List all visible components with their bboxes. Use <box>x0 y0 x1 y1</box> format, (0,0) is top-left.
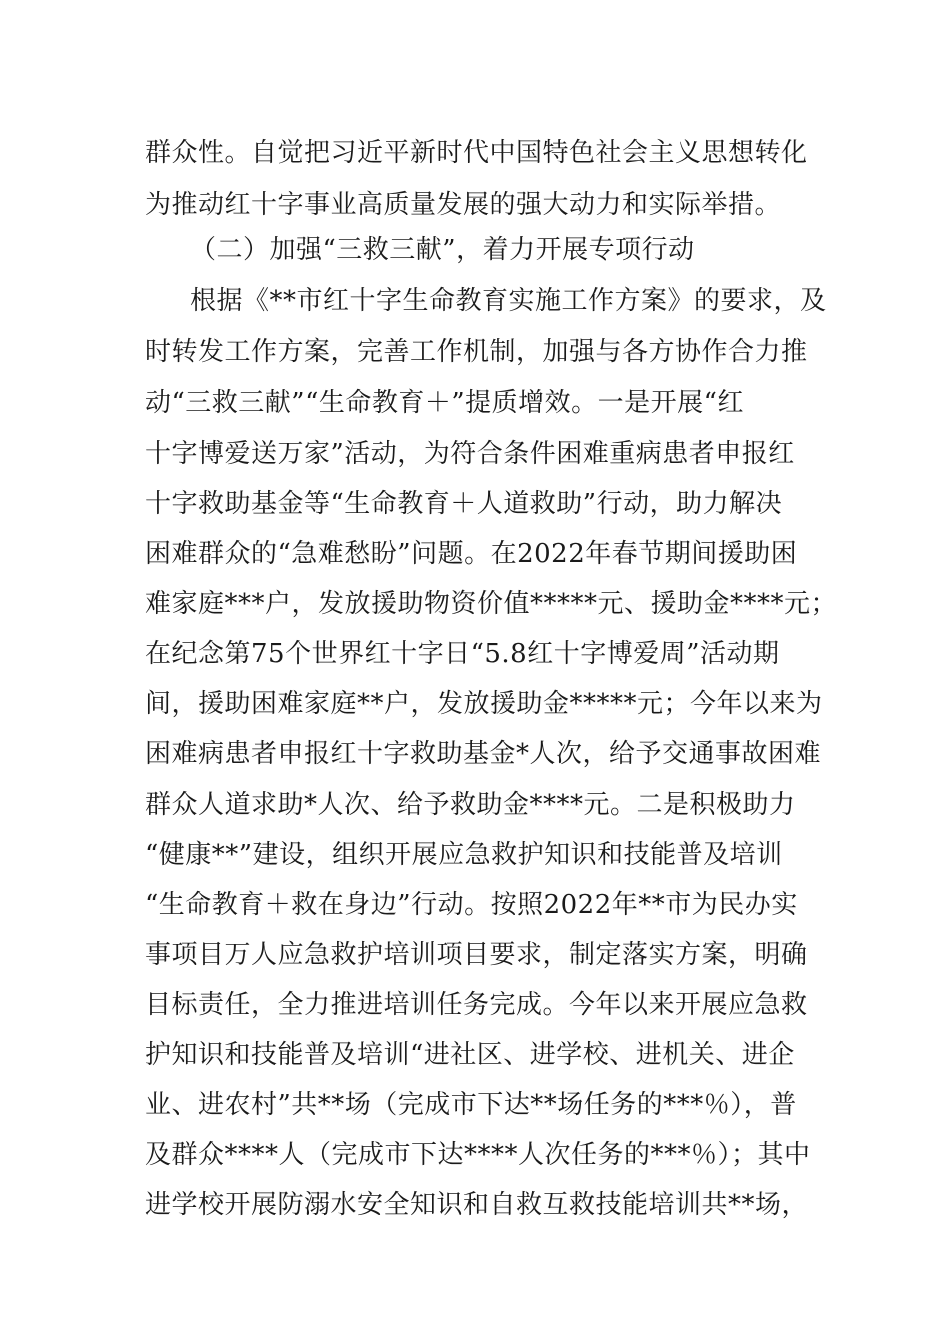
text-line-8: 十字救助基金等“生命教育＋人道救助”行动，助力解决 <box>145 489 783 519</box>
section-heading: （二）加强“三救三献”，着力开展专项行动 <box>190 235 695 265</box>
text-line-22: 进学校开展防溺水安全知识和自救互救技能培训共**场， <box>145 1190 809 1220</box>
text-line-6: 动“三救三献”“生命教育＋”提质增效。一是开展“红 <box>145 388 744 418</box>
text-line-4: 根据《**市红十字生命教育实施工作方案》的要求，及 <box>190 286 827 316</box>
text-line-9: 困难群众的“急难愁盼”问题。在2022年春节期间援助困 <box>145 539 798 569</box>
text-line-14: 群众人道求助*人次、给予救助金****元。二是积极助力 <box>145 790 796 820</box>
text-line-7: 十字博爱送万家”活动，为符合条件困难重病患者申报红 <box>145 439 795 469</box>
text-line-16: “生命教育＋救在身边”行动。按照2022年**市为民办实 <box>145 890 798 920</box>
text-line-11: 在纪念第75个世界红十字日“5.8红十字博爱周”活动期 <box>145 639 780 669</box>
text-line-21: 及群众****人（完成市下达****人次任务的***％）；其中 <box>145 1140 811 1170</box>
text-line-19: 护知识和技能普及培训“进社区、进学校、进机关、进企 <box>145 1040 795 1070</box>
text-line-17: 事项目万人应急救护培训项目要求，制定落实方案，明确 <box>145 940 808 970</box>
text-line-2: 为推动红十字事业高质量发展的强大动力和实际举措。 <box>145 190 782 220</box>
text-line-13: 困难病患者申报红十字救助基金*人次，给予交通事故困难 <box>145 739 822 769</box>
text-line-15: “健康**”建设，组织开展应急救护知识和技能普及培训 <box>145 840 783 870</box>
text-line-20: 业、进农村”共**场（完成市下达**场任务的***％），普 <box>145 1090 797 1120</box>
text-line-12: 间，援助困难家庭**户，发放援助金*****元；今年以来为 <box>145 689 823 719</box>
text-line-5: 时转发工作方案，完善工作机制，加强与各方协作合力推 <box>145 337 808 367</box>
text-line-1: 群众性。自觉把习近平新时代中国特色社会主义思想转化 <box>145 138 808 168</box>
text-line-18: 目标责任，全力推进培训任务完成。今年以来开展应急救 <box>145 990 808 1020</box>
text-line-10: 难家庭***户，发放援助物资价值*****元、援助金****元； <box>145 589 838 619</box>
